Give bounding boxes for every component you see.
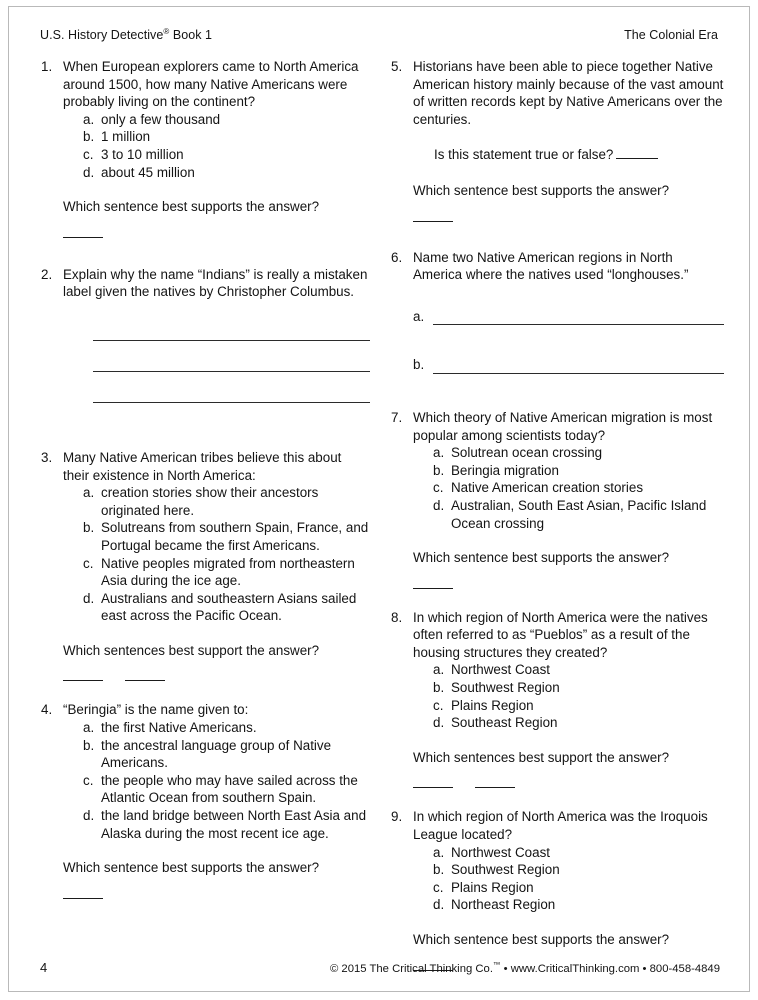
answer-blank[interactable]: [413, 210, 453, 222]
choice-text: Northwest Coast: [451, 844, 550, 860]
choice-letter: c.: [433, 697, 444, 713]
choice-item[interactable]: [63, 719, 369, 737]
choice-letter: b.: [433, 680, 445, 696]
choice-text: the people who may have sailed across the Atlantic Ocean from southern Spain.: [101, 772, 358, 806]
question-1-support-prompt: Which sentence best supports the answer?: [63, 199, 320, 215]
choice-item[interactable]: [63, 807, 369, 842]
choice-text: Southwest Region: [451, 680, 560, 696]
choice-item[interactable]: [63, 772, 369, 807]
choice-letter: d.: [433, 715, 445, 731]
question-5-answer-blanks: [413, 210, 724, 222]
question-7-support-prompt: Which sentence best supports the answer?: [413, 550, 670, 566]
question-6: [391, 249, 724, 374]
choice-item[interactable]: [63, 590, 369, 625]
choice-item[interactable]: [63, 555, 369, 590]
question-4-support-prompt: Which sentence best supports the answer?: [63, 860, 320, 876]
question-3-number: 3.: [41, 449, 53, 465]
question-5-true-false-row: [413, 146, 724, 164]
copyright-notice: [330, 960, 720, 975]
choice-letter: d.: [433, 897, 445, 913]
fill-in-line[interactable]: [433, 311, 724, 325]
header-book-title: [40, 27, 212, 42]
question-9: [391, 808, 724, 970]
choice-letter: a.: [83, 720, 95, 736]
choice-letter: b.: [83, 520, 95, 536]
choice-item[interactable]: [413, 861, 724, 879]
question-4-number: 4.: [41, 702, 53, 718]
choice-item[interactable]: [63, 164, 369, 182]
write-in-line[interactable]: [93, 402, 370, 403]
answer-blank[interactable]: [63, 669, 103, 681]
choice-letter: d.: [83, 808, 95, 824]
choice-text: Australians and southeastern Asians sailed east across the Pacific Ocean.: [101, 590, 357, 624]
question-8-support-prompt: Which sentences best support the answer?: [413, 749, 670, 765]
question-8-answer-blanks: [413, 776, 724, 788]
choice-item[interactable]: [413, 697, 724, 715]
trademark-icon: ™: [492, 960, 501, 970]
question-3: [41, 449, 369, 682]
question-5-true-false-prompt: Is this statement true or false?: [434, 147, 614, 163]
question-9-support-prompt: Which sentence best supports the answer?: [413, 932, 670, 947]
choice-letter: d.: [83, 164, 95, 180]
question-7: [391, 409, 724, 589]
choice-item[interactable]: [63, 519, 369, 554]
choice-text: about 45 million: [101, 164, 195, 180]
choice-text: Northwest Coast: [451, 662, 550, 678]
choice-text: Native American creation stories: [451, 480, 644, 496]
choice-text: Australian, South East Asian, Pacific Island Ocean crossing: [451, 497, 707, 531]
choice-text: Native peoples migrated from northeastern Asia during the ice age.: [101, 555, 355, 589]
question-6-stem: Name two Native American regions in North America where the natives used “longhouses.”: [413, 249, 689, 283]
copyright-contact: • www.CriticalThinking.com • 800-458-4849: [500, 963, 720, 975]
header-book-title-text: U.S. History Detective: [40, 28, 164, 43]
choice-letter: c.: [83, 146, 94, 162]
fill-in-letter: b.: [413, 357, 425, 373]
question-3-answer-blanks: [63, 669, 369, 681]
question-1: [41, 58, 369, 238]
fill-in-line[interactable]: [433, 360, 724, 374]
choice-text: 1 million: [101, 129, 151, 145]
question-3-stem: Many Native American tribes believe this about their existence in North America:: [63, 449, 342, 483]
choice-text: 3 to 10 million: [101, 146, 184, 162]
question-9-choices: [413, 844, 724, 914]
page-footer: [40, 960, 720, 975]
choice-letter: a.: [83, 485, 95, 501]
question-4-choices: [63, 719, 369, 842]
choice-item[interactable]: [413, 879, 724, 897]
answer-blank[interactable]: [475, 776, 515, 788]
choice-letter: a.: [433, 844, 445, 860]
choice-text: only a few thousand: [101, 111, 221, 127]
true-false-blank[interactable]: [616, 147, 658, 159]
choice-letter: b.: [83, 737, 95, 753]
question-2: [41, 266, 369, 403]
choice-item[interactable]: [63, 128, 369, 146]
choice-text: Solutreans from southern Spain, France, and Portugal became the first Americans.: [101, 520, 369, 553]
choice-text: Plains Region: [451, 879, 534, 895]
choice-letter: a.: [433, 445, 445, 461]
choice-item[interactable]: [413, 479, 724, 497]
question-1-answer-blanks: [63, 226, 369, 238]
question-8: [391, 609, 724, 789]
choice-item[interactable]: [63, 111, 369, 129]
question-7-answer-blanks: [413, 577, 724, 589]
question-2-stem: Explain why the name “Indians” is really a mistaken label given the natives by Christopher Columbus.: [63, 266, 368, 300]
right-column: [379, 58, 758, 971]
choice-item[interactable]: [413, 714, 724, 732]
choice-item[interactable]: [413, 661, 724, 679]
choice-text: Solutrean ocean crossing: [451, 445, 603, 461]
question-9-number: 9.: [391, 809, 403, 825]
question-5-support-prompt: Which sentence best supports the answer?: [413, 182, 670, 198]
write-in-line[interactable]: [93, 340, 370, 341]
choice-item[interactable]: [413, 497, 724, 532]
header-book-number: Book 1: [169, 28, 213, 43]
choice-text: creation stories show their ancestors originated here.: [101, 485, 319, 518]
write-in-line[interactable]: [93, 371, 370, 372]
question-8-choices: [413, 661, 724, 731]
page-header: [40, 27, 718, 42]
choice-item[interactable]: [413, 896, 724, 914]
answer-blank[interactable]: [63, 887, 103, 899]
question-8-stem: In which region of North America were the natives often referred to as “Pueblos” as a result of the housing structures they created?: [413, 609, 708, 660]
choice-letter: c.: [433, 879, 444, 895]
header-unit-title: The Colonial Era: [624, 28, 718, 43]
question-columns: [0, 58, 758, 971]
fill-in-letter: a.: [413, 308, 425, 324]
choice-item[interactable]: [413, 462, 724, 480]
question-4-stem: “Beringia” is the name given to:: [63, 702, 249, 718]
question-3-support-prompt: Which sentences best support the answer?: [63, 642, 320, 658]
registered-trademark-icon: ®: [163, 27, 170, 36]
choice-letter: a.: [433, 662, 445, 678]
left-column: [0, 58, 379, 971]
choice-item[interactable]: [413, 679, 724, 697]
choice-letter: c.: [83, 555, 94, 571]
choice-text: the land bridge between North East Asia and Alaska during the most recent ice age.: [101, 808, 367, 841]
choice-letter: c.: [433, 480, 444, 496]
question-1-choices: [63, 111, 369, 181]
question-4-answer-blanks: [63, 887, 369, 899]
choice-letter: a.: [83, 111, 95, 127]
choice-text: Northeast Region: [451, 897, 556, 913]
question-7-choices: [413, 444, 724, 532]
question-2-number: 2.: [41, 266, 53, 282]
choice-item[interactable]: [63, 146, 369, 164]
question-9-stem: In which region of North America was the Iroquois League located?: [413, 809, 708, 843]
question-5-stem: Historians have been able to piece together Native American history mainly because of the vast amount of written records kept by Native Americans over the centuries.: [413, 59, 724, 127]
question-6-number: 6.: [391, 249, 403, 265]
question-7-number: 7.: [391, 409, 403, 425]
choice-letter: d.: [83, 590, 95, 606]
answer-blank[interactable]: [63, 226, 103, 238]
question-6-fill-in-b: [413, 356, 724, 374]
question-6-fill-in-a: [413, 308, 724, 326]
choice-letter: d.: [433, 497, 445, 513]
choice-text: Southeast Region: [451, 715, 558, 731]
answer-blank[interactable]: [413, 776, 453, 788]
question-5-number: 5.: [391, 59, 403, 74]
answer-blank[interactable]: [413, 577, 453, 589]
answer-blank[interactable]: [125, 669, 165, 681]
question-1-number: 1.: [41, 59, 53, 74]
choice-text: Southwest Region: [451, 862, 560, 878]
choice-item[interactable]: [413, 844, 724, 862]
copyright-text: © 2015 The Critical Thinking Co.: [329, 963, 493, 975]
choice-text: the ancestral language group of Native Americans.: [101, 737, 332, 771]
choice-letter: b.: [433, 462, 445, 478]
question-8-number: 8.: [391, 609, 403, 625]
question-3-choices: [63, 484, 369, 625]
choice-text: Beringia migration: [451, 462, 559, 478]
question-1-stem: When European explorers came to North America around 1500, how many Native Americans were probably living on the continent?: [63, 59, 359, 110]
choice-item[interactable]: [63, 737, 369, 772]
question-5: [391, 58, 724, 222]
choice-letter: b.: [433, 862, 445, 878]
question-7-stem: Which theory of Native American migration is most popular among scientists today?: [413, 409, 713, 443]
question-2-write-lines: [63, 340, 370, 403]
choice-letter: b.: [83, 129, 95, 145]
choice-item[interactable]: [63, 484, 369, 519]
choice-letter: c.: [83, 772, 94, 788]
page-number: 4: [40, 960, 48, 975]
question-4: [41, 701, 369, 898]
choice-text: Plains Region: [451, 697, 534, 713]
choice-item[interactable]: [413, 444, 724, 462]
choice-text: the first Native Americans.: [101, 720, 257, 736]
